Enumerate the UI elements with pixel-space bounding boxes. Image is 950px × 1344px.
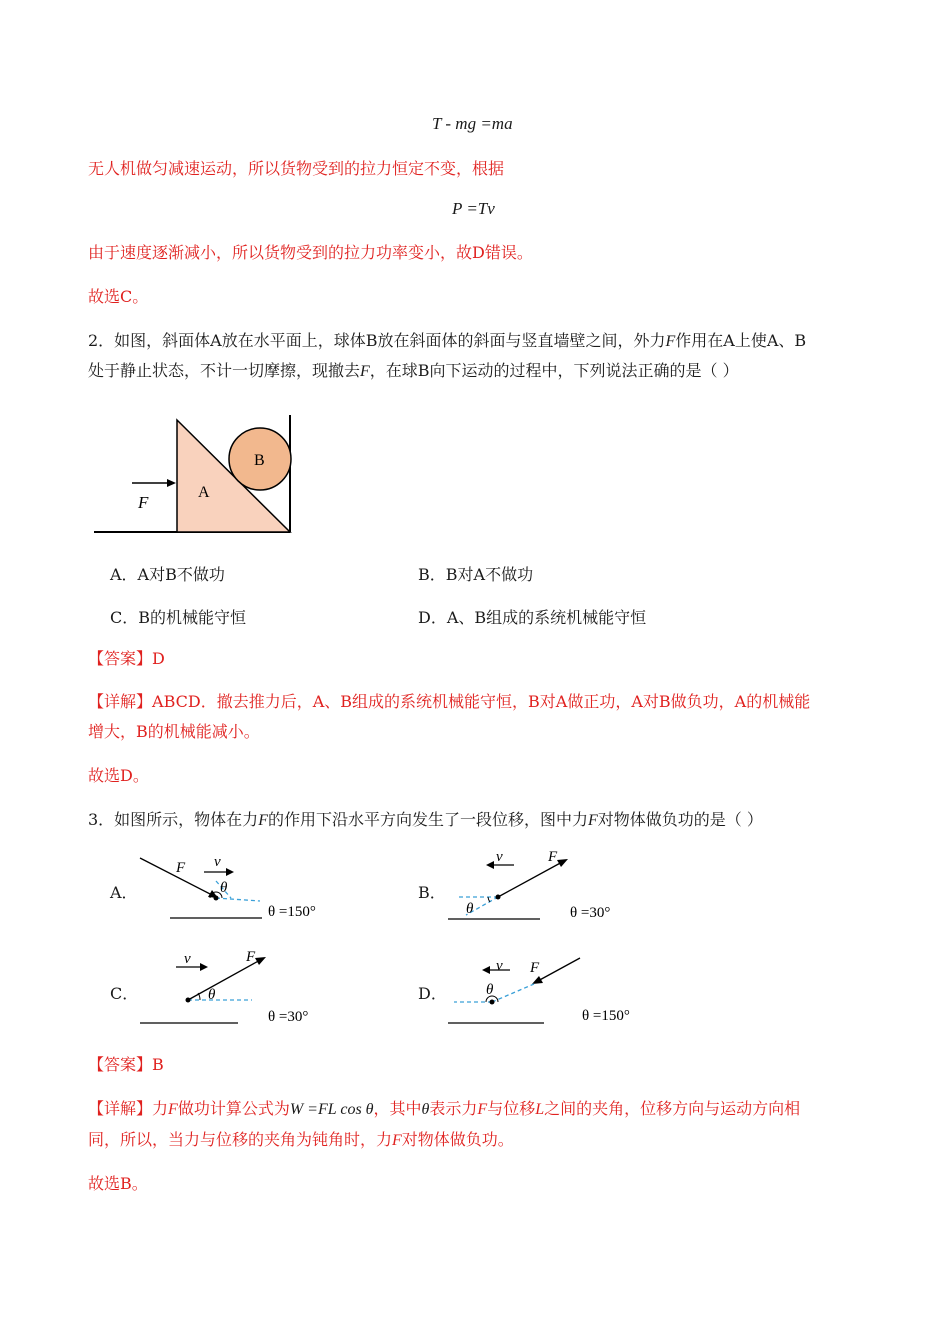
- svg-text:θ =150°: θ =150°: [268, 904, 316, 920]
- fig-c-label: C．: [110, 984, 139, 1003]
- solution-text: 由于速度逐渐减小，所以货物受到的拉力功率变小，故D错误。: [88, 243, 533, 262]
- ball-label: B: [254, 452, 265, 469]
- svg-text:θ =30°: θ =30°: [570, 905, 611, 921]
- svg-text:v: v: [184, 951, 191, 967]
- fig-b-label: B．: [418, 883, 446, 902]
- force-figure-b: [440, 845, 680, 930]
- svg-text:F: F: [548, 849, 558, 865]
- svg-text:θ: θ: [466, 901, 474, 917]
- choose-text: 故选C。: [88, 287, 149, 306]
- svg-text:F: F: [530, 960, 540, 976]
- question-2-line-2: 处于静止状态，不计一切摩擦，现撤去F，在球B向下运动的过程中，下列说法正确的是（ ）: [88, 361, 739, 380]
- svg-text:θ =150°: θ =150°: [582, 1008, 630, 1024]
- question-2-line-1: 2．如图，斜面体A放在水平面上，球体B放在斜面体的斜面与竖直墙壁之间，外力F作用在A上使A、B: [88, 331, 807, 350]
- force-figure-c: [130, 945, 360, 1035]
- work-formula: W =FL cos θ: [289, 1101, 374, 1118]
- fig-a-label: A．: [110, 883, 138, 902]
- detail-line-1: 【详解】ABCD．撤去推力后，A、B组成的系统机械能守恒，B对A做正功，A对B做负功，A的机械能: [88, 692, 811, 711]
- svg-text:v: v: [496, 849, 503, 865]
- wedge-label: A: [198, 484, 210, 501]
- force-figure-d: [440, 948, 680, 1038]
- choose-text: 故选B。: [88, 1174, 148, 1193]
- svg-text:θ: θ: [220, 880, 228, 896]
- equation-power: P =Tv: [452, 199, 495, 218]
- force-label: F: [138, 493, 149, 512]
- detail-line-2: 同，所以，当力与位移的夹角为钝角时，力F对物体做负功。: [88, 1130, 514, 1149]
- choose-text: 故选D。: [88, 766, 149, 785]
- solution-text: 无人机做匀减速运动，所以货物受到的拉力恒定不变，根据: [88, 159, 505, 178]
- svg-text:θ: θ: [208, 987, 216, 1003]
- option-d: D．A、B组成的系统机械能守恒: [418, 608, 647, 627]
- question-3-line-1: 3．如图所示，物体在力F的作用下沿水平方向发生了一段位移，图中力F对物体做负功的是（ ）: [88, 810, 763, 829]
- answer-label: 【答案】D: [88, 649, 165, 668]
- svg-text:v: v: [214, 854, 221, 870]
- svg-text:v: v: [496, 958, 503, 974]
- option-b: B．B对A不做功: [418, 565, 534, 584]
- answer-label: 【答案】B: [88, 1055, 164, 1074]
- detail-line-1: 【详解】力F做功计算公式为W =FL cos θ，其中θ表示力F与位移L之间的夹角，位移方向与运动方向相: [88, 1099, 801, 1118]
- option-a: A．A对B不做功: [110, 565, 225, 584]
- svg-text:θ =30°: θ =30°: [268, 1009, 309, 1025]
- svg-text:F: F: [246, 949, 256, 965]
- equation-newton: T - mg =ma: [432, 114, 513, 133]
- option-c: C．B的机械能守恒: [110, 608, 247, 627]
- svg-text:F: F: [176, 860, 186, 876]
- detail-line-2: 增大，B的机械能减小。: [88, 722, 260, 741]
- incline-ball-figure: [92, 405, 312, 540]
- svg-text:θ: θ: [486, 982, 494, 998]
- force-figure-a: [130, 850, 360, 935]
- fig-d-label: D．: [418, 984, 447, 1003]
